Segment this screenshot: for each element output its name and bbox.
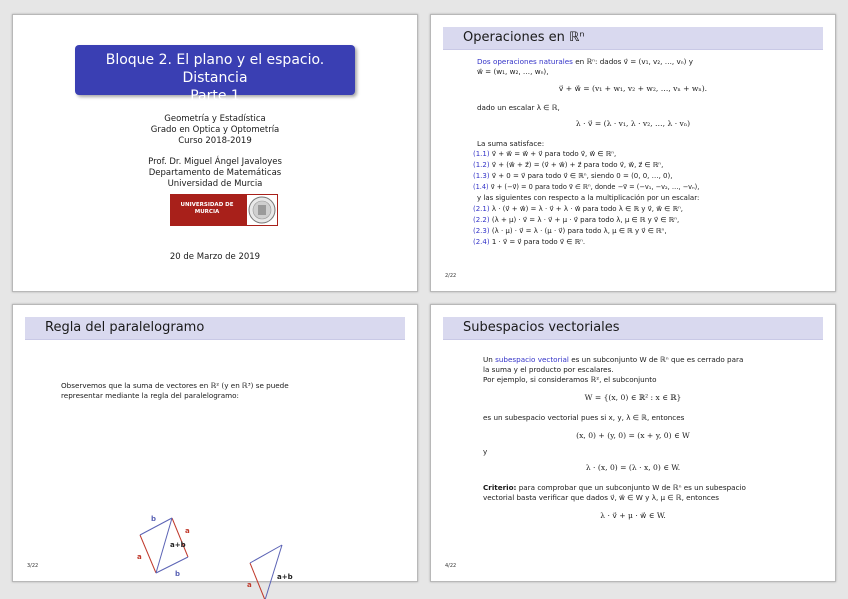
subspace-reason-line: es un subespacio vectorial pues si x, y, λ ∈ ℝ, entonces (483, 413, 685, 422)
university-seal-icon (247, 195, 277, 225)
label-sum-right: a+b (277, 573, 293, 581)
label-sum-left: a+b (170, 541, 186, 549)
presentation-date: 20 de Marzo de 2019 (169, 252, 261, 262)
definition-line-1 (483, 355, 743, 365)
slide-1-frame (25, 27, 405, 279)
slide-4[interactable] (430, 304, 836, 582)
sum-closure-equation: (x, 0) + (y, 0) = (x + y, 0) ∈ W (576, 431, 690, 440)
title-line-2: Parte 1 (190, 88, 240, 104)
and-text: y (483, 447, 488, 456)
label-a-left: a (137, 553, 142, 561)
property-1-2 (473, 161, 663, 170)
slide-3-frame (25, 317, 405, 589)
property-number[interactable]: (2.4) (473, 238, 490, 246)
property-text: (λ · μ) · v⃗ = λ · (μ · v⃗) para todo λ, μ ∈ ℝ y v⃗ ∈ ℝⁿ, (491, 227, 667, 235)
definition-prefix: Un (483, 355, 496, 364)
property-2-3 (473, 227, 667, 236)
sum-equation: v⃗ + w⃗ = (v₁ + w₁, v₂ + w₂, …, vₙ + wₙ). (558, 84, 708, 93)
label-a-second: a (247, 581, 252, 589)
property-2-1 (473, 205, 683, 214)
course-year: Curso 2018-2019 (178, 136, 252, 146)
author-info (25, 157, 405, 190)
logo-text-line-1: UNIVERSIDAD DE (180, 202, 234, 208)
set-equation: W = {(x, 0) ∈ ℝ² : x ∈ ℝ} (584, 393, 682, 402)
title-line-1: Bloque 2. El plano y el espacio. Distancia (105, 52, 325, 86)
property-text: v⃗ + (−v⃗) = 0 para todo v⃗ ∈ ℝⁿ, donde −v⃗ = (−v₁, −v₂, …, −vₙ), (490, 183, 700, 191)
criterion-rest: para comprobar que un subconjunto W de ℝⁿ es un subespacio (516, 483, 746, 492)
slide-3[interactable] (12, 304, 418, 589)
property-1-3 (473, 172, 672, 181)
course-degree: Grado en Optica y Optometría (150, 125, 280, 135)
author-university: Universidad de Murcia (167, 179, 263, 189)
course-subject: Geometría y Estadística (164, 114, 266, 124)
property-number[interactable]: (1.3) (473, 172, 490, 180)
vector-a-second (250, 563, 265, 599)
property-number[interactable]: (2.2) (473, 216, 490, 224)
scalar-equation: λ · v⃗ = (λ · v₁, λ · v₂, …, λ · vₙ) (575, 119, 691, 128)
parallelogram-text-line-2: representar mediante la regla del paralelogramo: (61, 391, 239, 400)
multiplication-intro: y las siguientes con respecto a la multiplicación por un escalar: (477, 194, 700, 202)
label-b-top: b (151, 515, 157, 523)
natural-operations-link[interactable]: Dos operaciones naturales (477, 57, 573, 66)
course-info (25, 114, 405, 147)
parallelogram-text-line-1: Observemos que la suma de vectores en ℝ² (y en ℝ³) se puede (61, 381, 289, 390)
property-text: v⃗ + 0 = v⃗ para todo v⃗ ∈ ℝⁿ, siendo 0 = (0, 0, …, 0), (491, 172, 673, 180)
label-b-bottom: b (175, 570, 181, 578)
slide-2-title: Operaciones en ℝⁿ (443, 27, 823, 50)
intro-line-2: w⃗ = (w₁, w₂, …, wₙ), (477, 67, 549, 76)
criterion-line-1 (483, 483, 746, 493)
page-number: 2/22 (445, 273, 457, 279)
property-text: λ · (v⃗ + w⃗) = λ · v⃗ + λ · w⃗ para todo λ ∈ ℝ y v⃗, w⃗ ∈ ℝⁿ, (491, 205, 684, 213)
property-number[interactable]: (1.2) (473, 161, 490, 169)
property-text: (λ + μ) · v⃗ = λ · v⃗ + μ · v⃗ para todo λ, μ ∈ ℝ y v⃗ ∈ ℝⁿ, (491, 216, 680, 224)
definition-line-2: la suma y el producto por escalares. (483, 365, 614, 374)
page-number: 4/22 (445, 563, 457, 569)
slide-4-frame (443, 317, 823, 569)
slide-3-title: Regla del paralelogramo (25, 317, 405, 340)
author-name: Prof. Dr. Miguel Ángel Javaloyes (148, 157, 282, 167)
slide-2-frame (443, 27, 823, 279)
property-number[interactable]: (1.1) (473, 150, 490, 158)
criterion-equation: λ · v⃗ + μ · w⃗ ∈ W. (600, 511, 666, 520)
property-text: v⃗ + w⃗ = w⃗ + v⃗ para todo v⃗, w⃗ ∈ ℝⁿ, (491, 150, 617, 158)
parallelogram-diagram (25, 407, 407, 589)
criterion-line-2: vectorial basta verificar que dados v⃗, w⃗ ∈ W y λ, μ ∈ ℝ, entonces (483, 493, 720, 502)
author-department: Departamento de Matemáticas (148, 168, 282, 178)
logo-text-line-2: MURCIA (194, 209, 220, 215)
property-2-4 (473, 238, 585, 247)
slide-2[interactable] (430, 14, 836, 292)
intro-line-1 (477, 57, 693, 67)
vector-a-left (140, 535, 156, 573)
property-number[interactable]: (1.4) (473, 183, 489, 191)
vector-a-right (172, 518, 188, 557)
subspace-link[interactable]: subespacio vectorial (495, 355, 569, 364)
property-text: 1 · v⃗ = v⃗ para todo v⃗ ∈ ℝⁿ. (491, 238, 586, 246)
slide-1[interactable] (12, 14, 418, 292)
example-line: Por ejemplo, si consideramos ℝ², el subconjunto (483, 375, 657, 384)
vector-b-bottom (156, 557, 188, 573)
university-logo (170, 194, 278, 226)
label-a-right: a (185, 527, 190, 535)
slide-4-title: Subespacios vectoriales (443, 317, 823, 340)
definition-rest: es un subconjunto W de ℝⁿ que es cerrado para (568, 355, 744, 364)
satisfies-text: La suma satisface: (477, 139, 545, 148)
criterion-label: Criterio: (483, 483, 517, 492)
property-number[interactable]: (2.1) (473, 205, 490, 213)
scalar-text: dado un escalar λ ∈ ℝ, (477, 103, 560, 112)
logo-text (174, 202, 240, 216)
page-number: 3/22 (27, 563, 39, 569)
property-2-2 (473, 216, 679, 225)
title-box (75, 45, 355, 104)
property-number[interactable]: (2.3) (473, 227, 490, 235)
scalar-closure-equation: λ · (x, 0) = (λ · x, 0) ∈ W. (585, 463, 681, 472)
intro-rest: en ℝⁿ: dados v⃗ = (v₁, v₂, …, vₙ) y (572, 57, 693, 66)
property-text: v⃗ + (w⃗ + z⃗) = (v⃗ + w⃗) + z⃗ para todo v⃗, w⃗, z⃗ ∈ ℝⁿ, (491, 161, 664, 169)
property-1-1 (473, 150, 616, 159)
property-1-4 (473, 183, 699, 192)
